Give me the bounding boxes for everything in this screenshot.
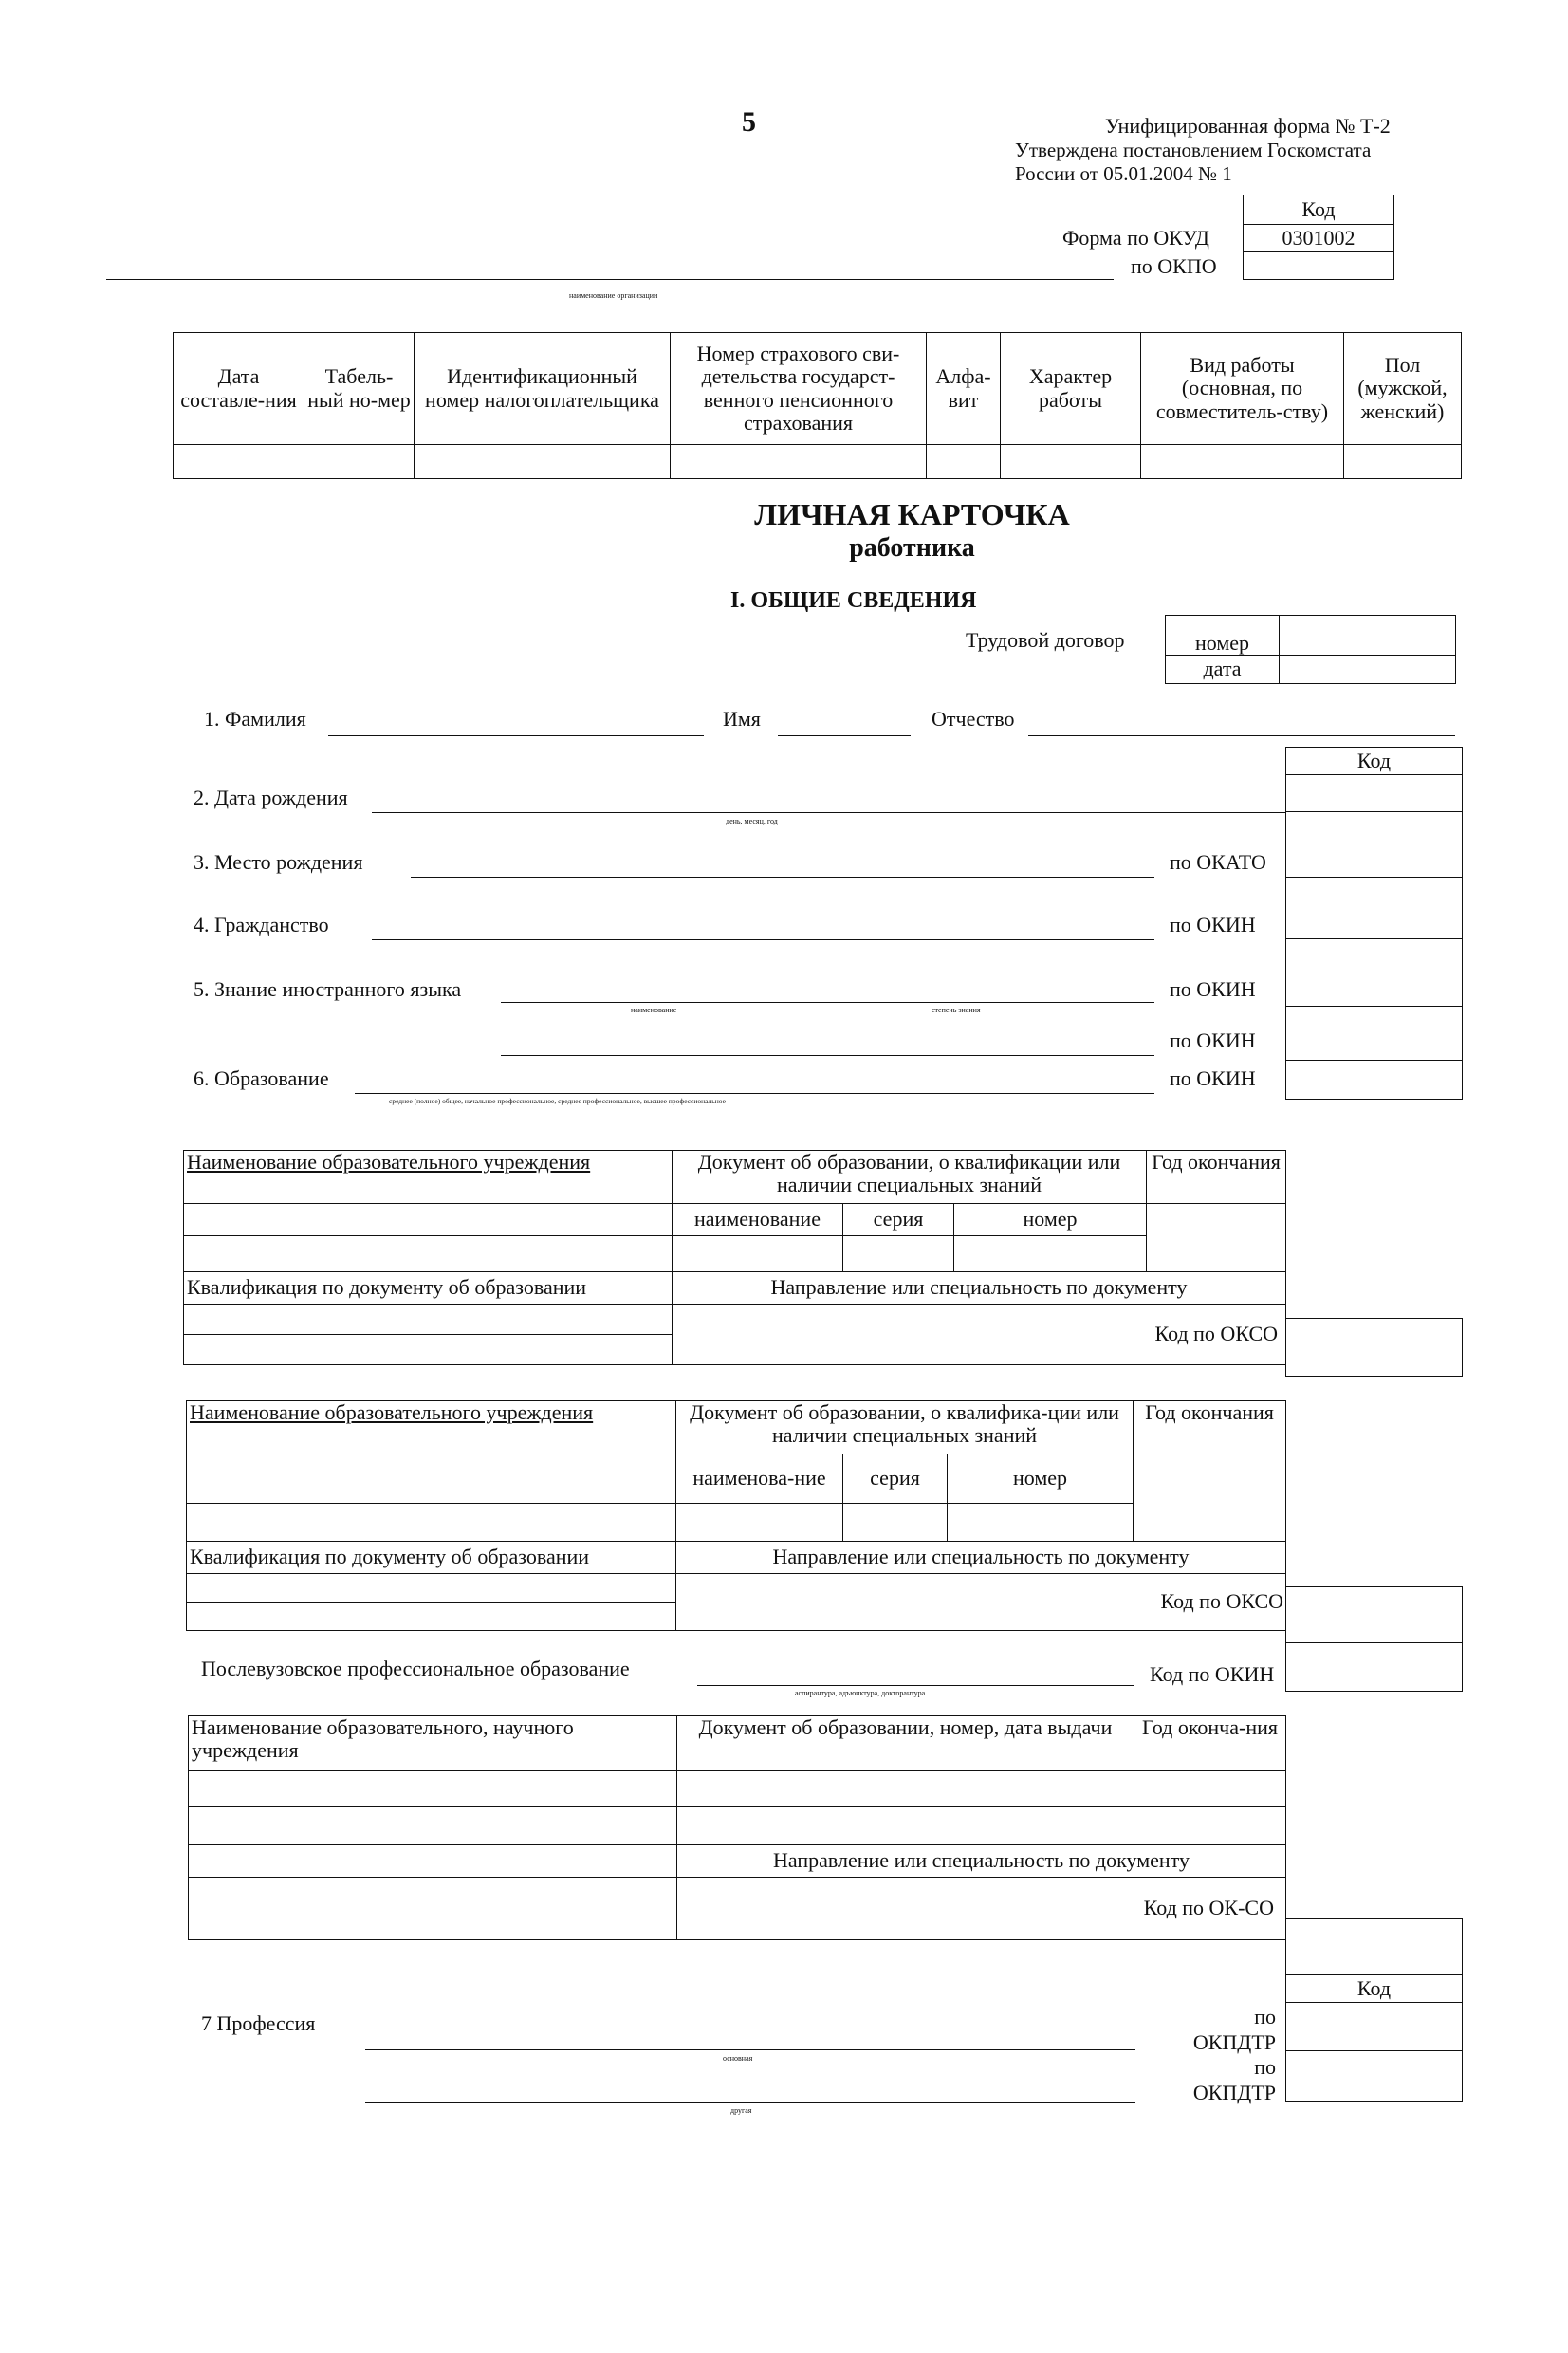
year-cell[interactable] [1134, 1454, 1286, 1542]
profession-other-caption: другая [730, 2106, 752, 2115]
contract-table [1165, 615, 1456, 684]
table-cell[interactable] [671, 445, 927, 479]
doc-number-header: номер [954, 1204, 1147, 1236]
document-header: Документ об образовании, номер, дата выдачи [677, 1716, 1134, 1771]
doc-series-cell[interactable] [843, 1236, 954, 1272]
page-number: 5 [742, 106, 756, 138]
year-header: Год окончания [1147, 1151, 1286, 1204]
contract-label: Трудовой договор [966, 628, 1125, 652]
code-column-label: Код [1356, 749, 1392, 772]
col-header: Дата составле-ния [174, 333, 304, 445]
document-cell[interactable] [677, 1807, 1134, 1845]
contract-date-field[interactable] [1280, 656, 1456, 684]
okso-label: Код по ОК-СО [677, 1878, 1286, 1940]
birth-place-line[interactable] [411, 877, 1154, 878]
organization-caption: наименование организации [569, 291, 658, 300]
doc-name-header: наименование [673, 1204, 843, 1236]
contract-number-label: номер [1166, 616, 1280, 656]
institution-header: Наименование образовательного учреждения [184, 1151, 673, 1204]
patronymic-line[interactable] [1028, 735, 1455, 736]
okud-label: Форма по ОКУД [1062, 226, 1209, 250]
citizenship-label: 4. Гражданство [194, 913, 329, 936]
institution-cell[interactable] [184, 1204, 673, 1236]
table-cell[interactable] [304, 445, 415, 479]
okso-code-box-2[interactable] [1285, 1586, 1463, 1643]
birth-date-line[interactable] [372, 812, 1285, 813]
okud-value: 0301002 [1282, 226, 1356, 250]
surname-label: 1. Фамилия [204, 707, 306, 731]
code-box[interactable] [1285, 811, 1463, 878]
doc-number-cell[interactable] [954, 1236, 1147, 1272]
page-subtitle: работника [849, 533, 975, 563]
language-label: 5. Знание иностранного языка [194, 977, 462, 1001]
table-cell[interactable] [174, 445, 304, 479]
qualification-cell[interactable] [187, 1574, 676, 1603]
postgrad-okin-label: Код по ОКИН [1150, 1662, 1275, 1686]
year-header: Год окончания [1134, 1401, 1286, 1454]
okin-label-4: по ОКИН [1170, 1066, 1256, 1090]
code-box[interactable] [1285, 774, 1463, 812]
col-header: Вид работы (основная, по совместитель-ству) [1141, 333, 1344, 445]
profession-code-label: Код [1356, 1976, 1392, 2000]
name-line[interactable] [778, 735, 911, 736]
okin-label-1: по ОКИН [1170, 913, 1256, 936]
col-header: Характер работы [1001, 333, 1141, 445]
doc-number-header: номер [948, 1454, 1134, 1504]
okso-label: Код по ОКСО [673, 1305, 1286, 1365]
postgrad-label: Послевузовское профессиональное образование [201, 1657, 630, 1680]
okato-code-box[interactable] [1285, 877, 1463, 939]
specialty-header: Направление или специальность по документу [673, 1272, 1286, 1305]
surname-line[interactable] [328, 735, 704, 736]
profession-main-line[interactable] [365, 2049, 1135, 2050]
okpo-label: по ОКПО [1131, 254, 1217, 278]
name-label: Имя [723, 707, 761, 731]
language-line[interactable] [501, 1002, 1154, 1003]
okpdtr-box-2[interactable] [1285, 2050, 1463, 2102]
institution-cell[interactable] [187, 1504, 676, 1542]
postgrad-okin-box[interactable] [1285, 1642, 1463, 1692]
table-cell[interactable] [1001, 445, 1141, 479]
document-header: Документ об образовании, о квалифика-ции или наличии специальных знаний [676, 1401, 1134, 1454]
institution-cell[interactable] [189, 1771, 677, 1807]
education-caption: среднее (полное) общее, начальное профессиональное, среднее профессиональное, высшее профессиональное [389, 1097, 726, 1105]
doc-series-header: серия [843, 1204, 954, 1236]
institution-cell[interactable] [187, 1454, 676, 1504]
qualification-cell[interactable] [184, 1305, 673, 1335]
patronymic-label: Отчество [932, 707, 1015, 731]
okpdtr-label-1: по ОКПДТР [1192, 2005, 1276, 2054]
doc-series-cell[interactable] [843, 1504, 948, 1542]
education-table-2 [186, 1400, 1286, 1631]
col-header: Табель-ный но-мер [304, 333, 415, 445]
profession-main-caption: основная [723, 2054, 753, 2063]
institution-cell[interactable] [189, 1807, 677, 1845]
institution-header: Наименование образовательного, научного учреждения [189, 1716, 677, 1771]
okin-code-box[interactable] [1285, 1060, 1463, 1100]
education-table-1 [183, 1150, 1286, 1365]
okin-label-2: по ОКИН [1170, 977, 1256, 1001]
doc-name-header: наименова-ние [676, 1454, 843, 1504]
document-cell[interactable] [677, 1771, 1134, 1807]
education-label: 6. Образование [194, 1066, 329, 1090]
okso-code-box-3[interactable] [1285, 1918, 1463, 1975]
section-heading: I. ОБЩИЕ СВЕДЕНИЯ [730, 588, 977, 613]
col-header: Алфа-вит [927, 333, 1001, 445]
qualification-cell[interactable] [189, 1845, 677, 1878]
document-header: Документ об образовании, о квалификации или наличии специальных знаний [673, 1151, 1147, 1204]
col-header: Пол (мужской, женский) [1344, 333, 1462, 445]
language-caption-name: наименование [631, 1006, 677, 1014]
approval-line-2: России от 05.01.2004 № 1 [1015, 162, 1232, 185]
okin-code-box[interactable] [1285, 1006, 1463, 1061]
table-cell[interactable] [927, 445, 1001, 479]
language-line-2[interactable] [501, 1055, 1154, 1056]
contract-date-label: дата [1166, 656, 1280, 684]
table-cell[interactable] [1141, 445, 1344, 479]
birth-date-caption: день, месяц, год [726, 817, 778, 825]
profession-label: 7 Профессия [201, 2011, 316, 2035]
code-header: Код [1301, 197, 1336, 221]
specialty-header: Направление или специальность по документу [676, 1542, 1286, 1574]
education-line[interactable] [355, 1093, 1154, 1094]
top-info-table [173, 332, 1462, 479]
organization-line[interactable] [106, 279, 1114, 280]
year-cell[interactable] [1147, 1204, 1286, 1272]
doc-series-header: серия [843, 1454, 948, 1504]
postgrad-line[interactable] [697, 1685, 1134, 1686]
birth-place-label: 3. Место рождения [194, 850, 363, 874]
doc-number-cell[interactable] [948, 1504, 1134, 1542]
institution-cell[interactable] [184, 1236, 673, 1272]
qualification-cell[interactable] [184, 1335, 673, 1365]
okso-label: Код по ОКСО [676, 1574, 1286, 1631]
qualification-header: Квалификация по документу об образовании [187, 1542, 676, 1574]
institution-header: Наименование образовательного учреждения [187, 1401, 676, 1454]
qualification-header: Квалификация по документу об образовании [184, 1272, 673, 1305]
year-header: Год оконча-ния [1134, 1716, 1286, 1771]
okin-label-3: по ОКИН [1170, 1028, 1256, 1052]
okso-code-box-1[interactable] [1285, 1318, 1463, 1377]
table-cell[interactable] [415, 445, 671, 479]
okin-code-box[interactable] [1285, 938, 1463, 1007]
year-cell[interactable] [1134, 1807, 1286, 1845]
doc-name-cell[interactable] [676, 1504, 843, 1542]
col-header: Номер страхового сви-детельства государст-венного пенсионного страхования [671, 333, 927, 445]
doc-name-cell[interactable] [673, 1236, 843, 1272]
qualification-cell[interactable] [189, 1878, 677, 1940]
qualification-cell[interactable] [187, 1603, 676, 1631]
approval-line-1: Утверждена постановлением Госкомстата [1015, 139, 1372, 161]
birth-date-label: 2. Дата рождения [194, 786, 348, 809]
language-caption-level: степень знания [932, 1006, 981, 1014]
education-table-3 [188, 1715, 1286, 1940]
page-title: ЛИЧНАЯ КАРТОЧКА [754, 497, 1070, 531]
form-title: Унифицированная форма № Т-2 [1105, 114, 1391, 138]
okpdtr-box-1[interactable] [1285, 2002, 1463, 2051]
okpo-box[interactable] [1243, 251, 1394, 280]
okato-label: по ОКАТО [1170, 850, 1266, 874]
col-header: Идентификационный номер налогоплательщика [415, 333, 671, 445]
table-cell[interactable] [1344, 445, 1462, 479]
okpdtr-label-2: по ОКПДТР [1192, 2055, 1276, 2104]
contract-number-field[interactable] [1280, 616, 1456, 656]
postgrad-caption: аспирантура, адъюнктура, докторантура [795, 1689, 926, 1697]
profession-other-line[interactable] [365, 2102, 1135, 2103]
specialty-header: Направление или специальность по документу [677, 1845, 1286, 1878]
year-cell[interactable] [1134, 1771, 1286, 1807]
citizenship-line[interactable] [372, 939, 1154, 940]
